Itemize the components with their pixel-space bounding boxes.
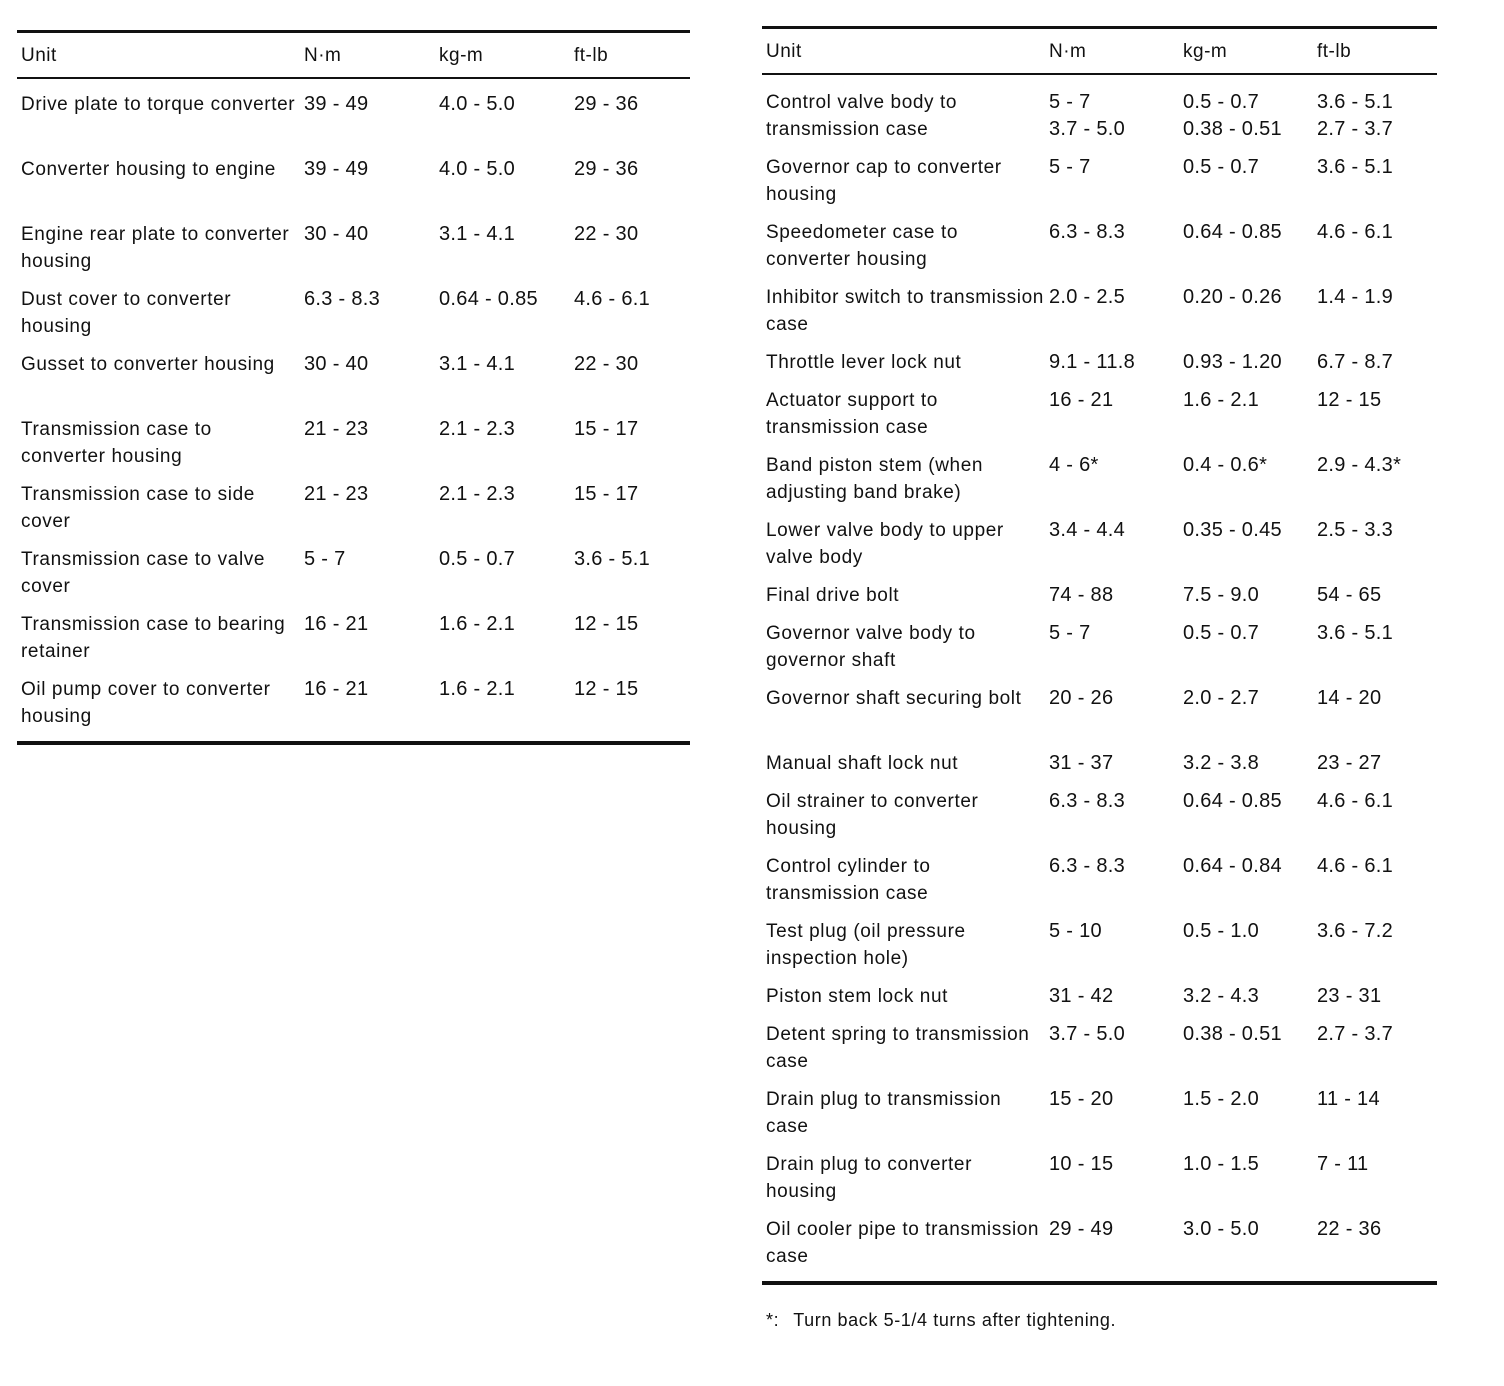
- ftlb-cell: 15 - 17: [574, 418, 639, 440]
- table-row: [762, 387, 1437, 452]
- kgm-cell: 0.5 - 0.7: [1183, 622, 1260, 644]
- nm-value: 5 - 7: [1049, 91, 1091, 113]
- nm-cell: 5 - 7: [1049, 156, 1091, 178]
- ftlb-cell: 4.6 - 6.1: [1317, 790, 1394, 812]
- kgm-cell: 0.64 - 0.84: [1183, 855, 1282, 877]
- torque-spec-table-left: [17, 33, 690, 77]
- header-nm: N·m: [1049, 41, 1087, 62]
- torque-spec-table-right: [762, 29, 1437, 73]
- ftlb-cell: 7 - 11: [1317, 1153, 1369, 1175]
- kgm-cell: 1.6 - 2.1: [1183, 389, 1260, 411]
- unit-cell: Lower valve body to upper valve body: [766, 520, 1004, 568]
- nm-cell: 21 - 23: [304, 418, 369, 440]
- table-row: [762, 517, 1437, 582]
- nm-cell: 29 - 49: [1049, 1218, 1114, 1240]
- header-unit: Unit: [21, 45, 57, 66]
- kgm-cell: 1.5 - 2.0: [1183, 1088, 1260, 1110]
- unit-cell: Actuator support to transmission case: [766, 390, 938, 438]
- footnote-text: Turn back 5-1/4 turns after tightening.: [793, 1310, 1117, 1330]
- ftlb-cell: 3.6 - 7.2: [1317, 920, 1394, 942]
- nm-cell: 31 - 37: [1049, 752, 1114, 774]
- kgm-value-alt: 0.38 - 0.51: [1183, 118, 1282, 140]
- unit-cell: Dust cover to converter housing: [21, 289, 232, 337]
- table-row: [17, 546, 690, 611]
- table-bottom-rule: [17, 741, 690, 745]
- unit-cell: Governor cap to converter housing: [766, 157, 1002, 205]
- ftlb-cell: 4.6 - 6.1: [574, 288, 651, 310]
- kgm-cell: 0.64 - 0.85: [1183, 790, 1282, 812]
- nm-cell: 74 - 88: [1049, 584, 1114, 606]
- nm-cell: 5 - 7: [304, 548, 346, 570]
- unit-cell: Oil strainer to converter housing: [766, 791, 979, 839]
- kgm-cell: 1.6 - 2.1: [439, 613, 516, 635]
- nm-cell: 16 - 21: [304, 613, 369, 635]
- kgm-cell: 7.5 - 9.0: [1183, 584, 1260, 606]
- kgm-cell: 0.5 - 0.7: [1183, 156, 1260, 178]
- table-row: [17, 611, 690, 676]
- ftlb-value: 3.6 - 5.1: [1317, 91, 1394, 113]
- ftlb-cell: 6.7 - 8.7: [1317, 351, 1394, 373]
- unit-cell: Control cylinder to transmission case: [766, 856, 931, 904]
- table-row: [762, 983, 1437, 1021]
- table-row: [762, 1021, 1437, 1086]
- header-unit: Unit: [766, 41, 802, 62]
- table-row: [762, 685, 1437, 750]
- kgm-cell: 0.64 - 0.85: [1183, 221, 1282, 243]
- ftlb-cell: 11 - 14: [1317, 1088, 1380, 1110]
- header-kgm: kg-m: [1183, 41, 1228, 62]
- table-row: [762, 788, 1437, 853]
- unit-cell: Oil cooler pipe to transmission case: [766, 1219, 1040, 1267]
- nm-cell: 16 - 21: [1049, 389, 1114, 411]
- nm-cell: 39 - 49: [304, 93, 369, 115]
- nm-cell: 4 - 6*: [1049, 454, 1099, 476]
- ftlb-value-alt: 2.7 - 3.7: [1317, 118, 1394, 140]
- unit-cell: Test plug (oil pressure inspection hole): [766, 921, 966, 969]
- table-row: [17, 481, 690, 546]
- torque-spec-body-right: [762, 89, 1437, 1281]
- header-ftlb: ft-lb: [574, 45, 609, 66]
- table-row: [762, 853, 1437, 918]
- unit-cell: Transmission case to valve cover: [21, 549, 266, 597]
- unit-cell: Gusset to converter housing: [21, 354, 275, 375]
- nm-cell: 20 - 26: [1049, 687, 1114, 709]
- ftlb-cell: 3.6 - 5.1: [1317, 156, 1394, 178]
- kgm-cell: 0.4 - 0.6*: [1183, 454, 1268, 476]
- kgm-cell: 4.0 - 5.0: [439, 158, 516, 180]
- ftlb-cell: 2.9 - 4.3*: [1317, 454, 1402, 476]
- table-row: [762, 349, 1437, 387]
- unit-cell: Oil pump cover to converter housing: [21, 679, 271, 727]
- unit-cell: Band piston stem (when adjusting band brake): [766, 455, 984, 503]
- table-row: [17, 156, 690, 221]
- nm-cell: 10 - 15: [1049, 1153, 1114, 1175]
- unit-cell: Throttle lever lock nut: [766, 352, 962, 373]
- nm-cell: 15 - 20: [1049, 1088, 1114, 1110]
- table-row: [762, 452, 1437, 517]
- table-row: [17, 676, 690, 741]
- ftlb-cell: [1313, 89, 1437, 154]
- kgm-cell: 0.64 - 0.85: [439, 288, 538, 310]
- unit-cell: Manual shaft lock nut: [766, 753, 959, 774]
- nm-cell: 5 - 10: [1049, 920, 1102, 942]
- header-kgm: kg-m: [439, 45, 484, 66]
- kgm-value: 0.5 - 0.7: [1183, 91, 1260, 113]
- nm-cell: 2.0 - 2.5: [1049, 286, 1126, 308]
- ftlb-cell: 4.6 - 6.1: [1317, 221, 1394, 243]
- torque-spec-body-left: [17, 91, 690, 741]
- nm-cell: 39 - 49: [304, 158, 369, 180]
- unit-cell: Piston stem lock nut: [766, 986, 949, 1007]
- unit-cell: Transmission case to bearing retainer: [21, 614, 286, 662]
- nm-cell: 6.3 - 8.3: [1049, 221, 1126, 243]
- kgm-cell: 1.0 - 1.5: [1183, 1153, 1260, 1175]
- kgm-cell: 0.5 - 0.7: [439, 548, 516, 570]
- unit-cell: Transmission case to converter housing: [21, 419, 212, 467]
- unit-cell: Final drive bolt: [766, 585, 900, 606]
- nm-cell: 6.3 - 8.3: [1049, 790, 1126, 812]
- nm-cell: 5 - 7: [1049, 622, 1091, 644]
- ftlb-cell: 22 - 36: [1317, 1218, 1382, 1240]
- table-row: [762, 284, 1437, 349]
- nm-cell: 30 - 40: [304, 223, 369, 245]
- kgm-cell: 0.38 - 0.51: [1183, 1023, 1282, 1045]
- ftlb-cell: 29 - 36: [574, 93, 639, 115]
- ftlb-cell: 12 - 15: [1317, 389, 1382, 411]
- kgm-cell: 2.0 - 2.7: [1183, 687, 1260, 709]
- ftlb-cell: 1.4 - 1.9: [1317, 286, 1394, 308]
- table-row: [762, 918, 1437, 983]
- unit-cell: Drive plate to torque converter: [21, 94, 296, 115]
- table-row: [762, 1086, 1437, 1151]
- kgm-cell: 3.0 - 5.0: [1183, 1218, 1260, 1240]
- nm-cell: 3.4 - 4.4: [1049, 519, 1126, 541]
- table-header-row: [762, 29, 1437, 73]
- nm-cell: 30 - 40: [304, 353, 369, 375]
- unit-cell: Drain plug to converter housing: [766, 1154, 973, 1202]
- nm-cell: 31 - 42: [1049, 985, 1114, 1007]
- nm-cell: 6.3 - 8.3: [304, 288, 381, 310]
- table-row: [762, 582, 1437, 620]
- kgm-cell: 0.93 - 1.20: [1183, 351, 1282, 373]
- table-row: [17, 91, 690, 156]
- table-row: [762, 1151, 1437, 1216]
- kgm-cell: 0.5 - 1.0: [1183, 920, 1260, 942]
- table-row: [17, 416, 690, 481]
- ftlb-cell: 12 - 15: [574, 678, 639, 700]
- unit-cell: Drain plug to transmission case: [766, 1089, 1002, 1137]
- nm-cell: 3.7 - 5.0: [1049, 1023, 1126, 1045]
- unit-cell: Control valve body to transmission case: [766, 92, 958, 140]
- kgm-cell: 2.1 - 2.3: [439, 483, 516, 505]
- table-row: [17, 351, 690, 416]
- table-row: [762, 750, 1437, 788]
- kgm-cell: [1179, 89, 1313, 154]
- nm-cell: 16 - 21: [304, 678, 369, 700]
- table-header-row: [17, 33, 690, 77]
- kgm-cell: 0.35 - 0.45: [1183, 519, 1282, 541]
- ftlb-cell: 29 - 36: [574, 158, 639, 180]
- ftlb-cell: 12 - 15: [574, 613, 639, 635]
- table-row: [762, 89, 1437, 154]
- kgm-cell: 3.2 - 3.8: [1183, 752, 1260, 774]
- unit-cell: Transmission case to side cover: [21, 484, 255, 532]
- ftlb-cell: 23 - 27: [1317, 752, 1382, 774]
- kgm-cell: 0.20 - 0.26: [1183, 286, 1282, 308]
- nm-value-alt: 3.7 - 5.0: [1049, 118, 1126, 140]
- ftlb-cell: 3.6 - 5.1: [574, 548, 651, 570]
- table-row: [762, 620, 1437, 685]
- ftlb-cell: 4.6 - 6.1: [1317, 855, 1394, 877]
- nm-cell: [1045, 89, 1179, 154]
- unit-cell: Governor shaft securing bolt: [766, 688, 1022, 709]
- table-row: [762, 1216, 1437, 1281]
- nm-cell: 6.3 - 8.3: [1049, 855, 1126, 877]
- table-bottom-rule: [762, 1281, 1437, 1285]
- unit-cell: Speedometer case to converter housing: [766, 222, 959, 270]
- ftlb-cell: 54 - 65: [1317, 584, 1382, 606]
- unit-cell: Converter housing to engine: [21, 159, 276, 180]
- ftlb-cell: 22 - 30: [574, 223, 639, 245]
- table-row: [762, 154, 1437, 219]
- kgm-cell: 4.0 - 5.0: [439, 93, 516, 115]
- ftlb-cell: 22 - 30: [574, 353, 639, 375]
- table-row: [17, 221, 690, 286]
- ftlb-cell: 15 - 17: [574, 483, 639, 505]
- table-row: [17, 286, 690, 351]
- header-ftlb: ft-lb: [1317, 41, 1352, 62]
- unit-cell: Detent spring to transmission case: [766, 1024, 1030, 1072]
- header-nm: N·m: [304, 45, 342, 66]
- torque-table-right: [762, 26, 1437, 1285]
- nm-cell: 9.1 - 11.8: [1049, 351, 1136, 373]
- ftlb-cell: 14 - 20: [1317, 687, 1382, 709]
- ftlb-cell: 23 - 31: [1317, 985, 1382, 1007]
- kgm-cell: 3.2 - 4.3: [1183, 985, 1260, 1007]
- footnote: [766, 1310, 1116, 1331]
- table-row: [762, 219, 1437, 284]
- kgm-cell: 2.1 - 2.3: [439, 418, 516, 440]
- ftlb-cell: 3.6 - 5.1: [1317, 622, 1394, 644]
- nm-cell: 21 - 23: [304, 483, 369, 505]
- unit-cell: Inhibitor switch to transmission case: [766, 287, 1044, 335]
- ftlb-cell: 2.7 - 3.7: [1317, 1023, 1394, 1045]
- kgm-cell: 3.1 - 4.1: [439, 223, 516, 245]
- footnote-mark: *:: [766, 1310, 780, 1330]
- kgm-cell: 1.6 - 2.1: [439, 678, 516, 700]
- unit-cell: Governor valve body to governor shaft: [766, 623, 976, 671]
- unit-cell: Engine rear plate to converter housing: [21, 224, 290, 272]
- torque-table-left: [17, 30, 690, 745]
- kgm-cell: 3.1 - 4.1: [439, 353, 516, 375]
- ftlb-cell: 2.5 - 3.3: [1317, 519, 1394, 541]
